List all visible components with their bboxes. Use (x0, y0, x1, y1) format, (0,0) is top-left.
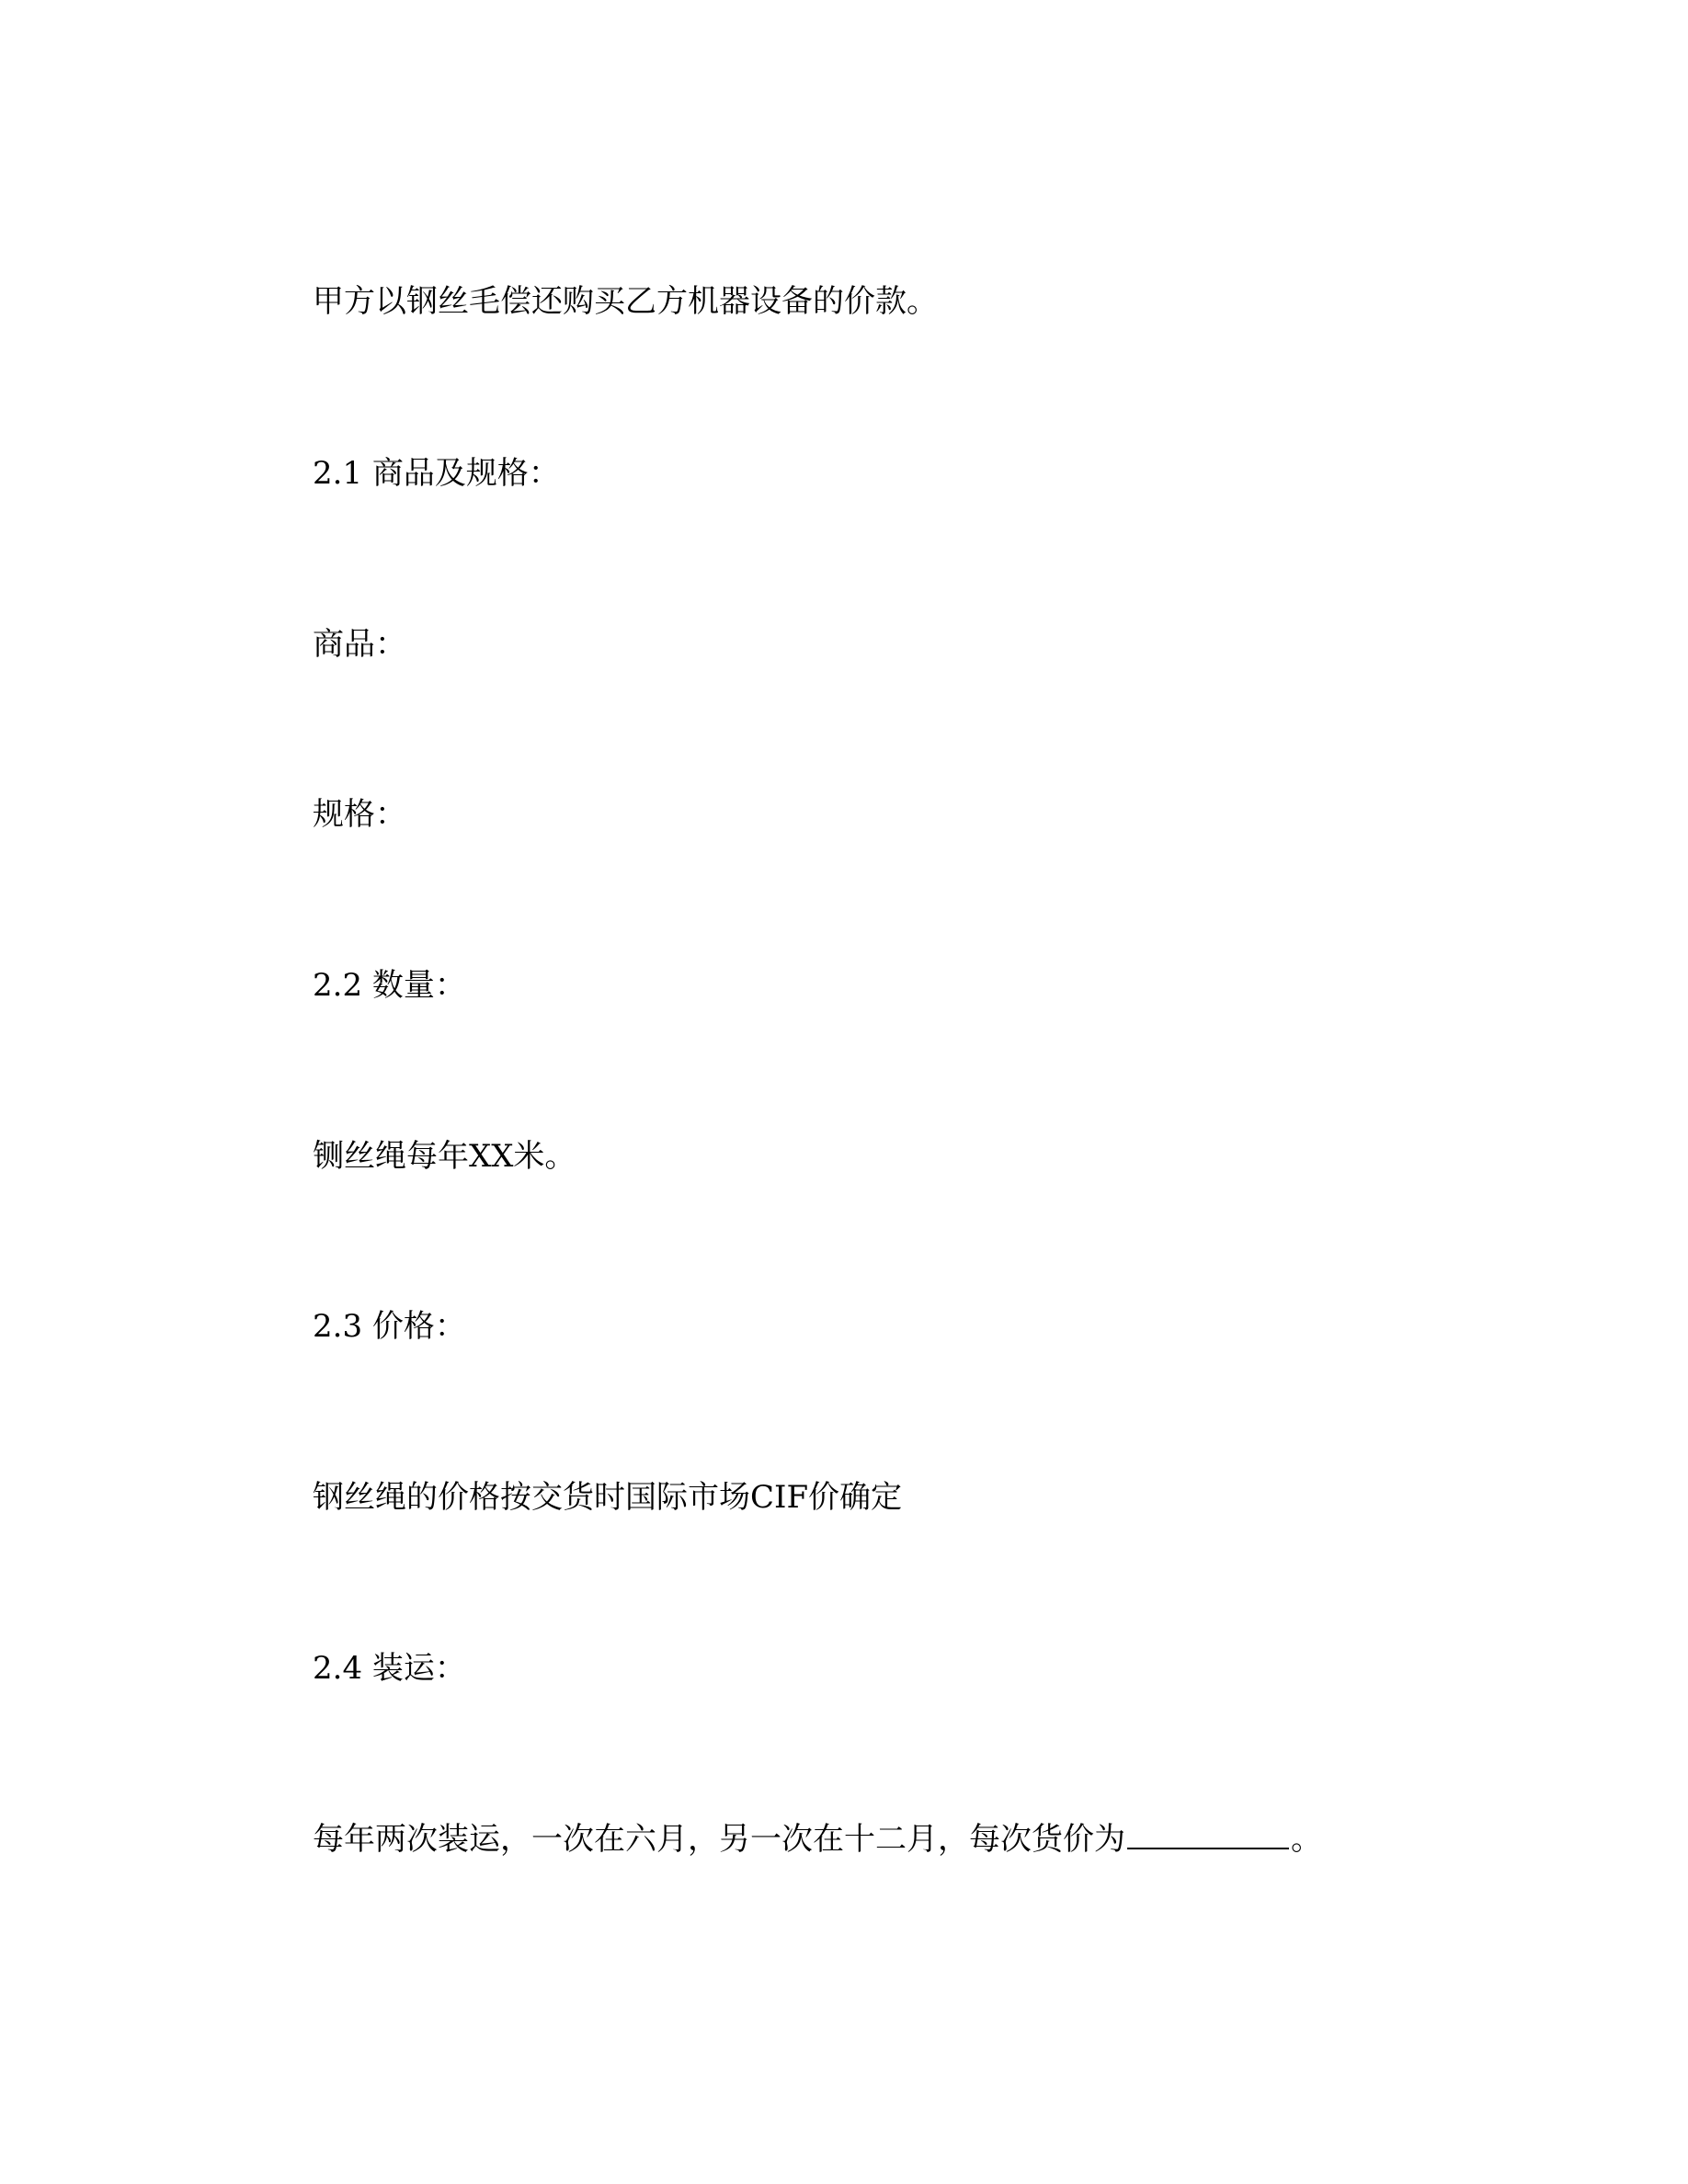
price-text: 钢丝绳的价格按交货时国际市场CIF价确定 (313, 1479, 903, 1516)
paragraph-payment-method: 甲方以钢丝毛偿还购买乙方机器设备的价款。 (313, 283, 938, 320)
section-2-3-heading: 2.3 价格： (313, 1308, 466, 1345)
shipping-text (313, 1820, 1322, 1858)
shipping-text-end: 。 (1291, 1821, 1322, 1858)
section-2-1-heading: 2.1 商品及规格： (313, 455, 560, 492)
price-fill-blank (1127, 1820, 1289, 1849)
quantity-text: 铡丝绳每年XX米。 (313, 1138, 576, 1175)
section-2-2-heading: 2.2 数量： (313, 967, 466, 1004)
specification-label: 规格： (313, 796, 406, 833)
goods-label: 商品： (313, 626, 406, 663)
section-2-4-heading: 2.4 装运： (313, 1650, 466, 1687)
shipping-text-main: 每年两次装运，一次在六月，另一次在十二月，每次货价为 (313, 1821, 1125, 1858)
